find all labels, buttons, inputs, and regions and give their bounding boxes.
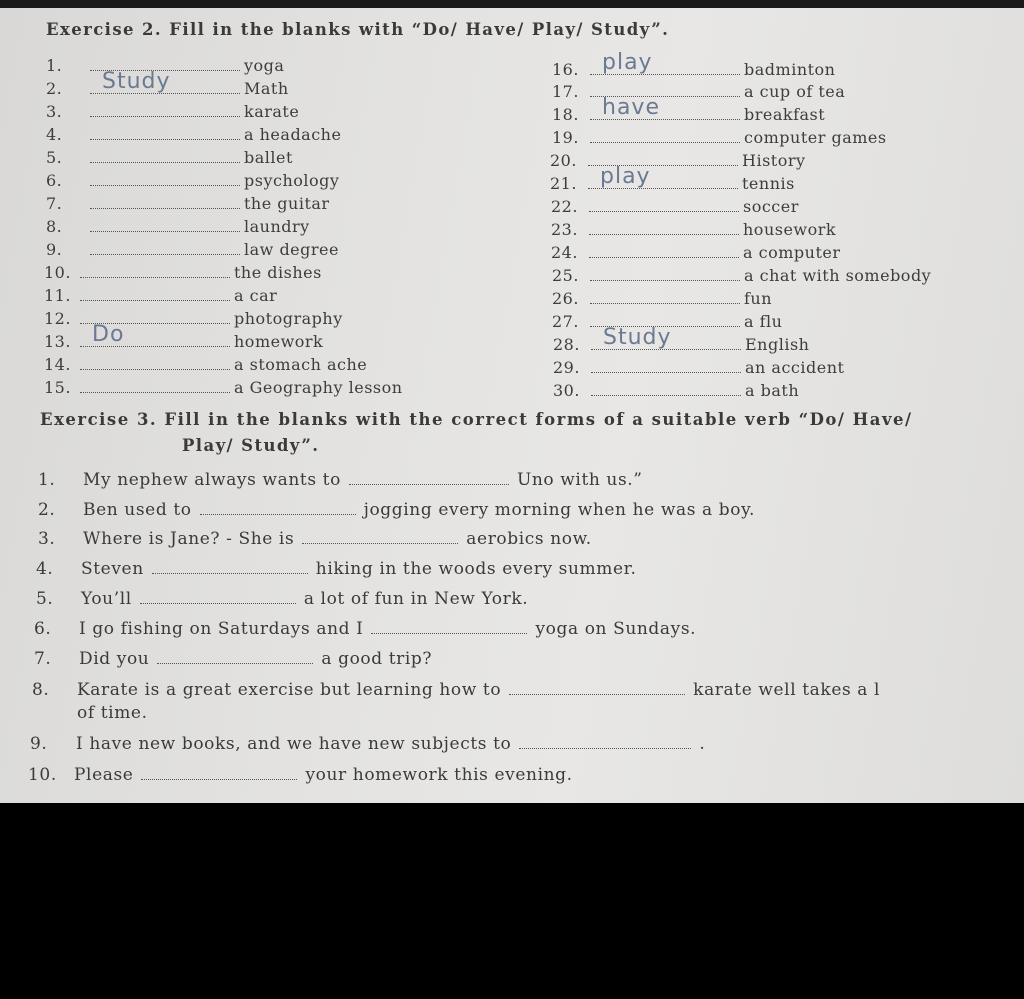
exercise-2-item xyxy=(44,309,343,331)
answer-blank[interactable] xyxy=(152,559,308,574)
exercise-2-item xyxy=(46,217,310,239)
item-text: psychology xyxy=(244,171,340,190)
exercise-3-item xyxy=(36,589,528,609)
exercise-2-item xyxy=(550,151,806,173)
exercise-2-item xyxy=(551,243,840,265)
item-number: 2. xyxy=(38,500,56,520)
item-text: a flu xyxy=(744,312,783,331)
sentence-start: Did you xyxy=(79,649,150,669)
top-bar xyxy=(0,0,1024,8)
item-text: Math xyxy=(244,79,289,98)
item-number: 17. xyxy=(552,82,579,101)
exercise-2-item xyxy=(44,286,277,308)
answer-blank[interactable] xyxy=(591,381,741,396)
answer-blank[interactable] xyxy=(90,125,240,140)
item-text: a chat with somebody xyxy=(744,266,932,285)
answer-blank[interactable] xyxy=(589,197,739,212)
exercise-3-item xyxy=(38,529,592,549)
answer-blank[interactable] xyxy=(90,102,240,117)
item-number: 13. xyxy=(44,332,71,351)
exercise-2-item xyxy=(551,220,836,242)
sentence-end: a good trip? xyxy=(321,649,433,669)
item-number: 3. xyxy=(46,102,63,121)
answer-blank[interactable] xyxy=(590,95,740,120)
exercise-2-item xyxy=(551,197,799,219)
answer-blank[interactable] xyxy=(90,194,240,209)
exercise-2-item xyxy=(46,125,341,147)
answer-blank[interactable] xyxy=(141,765,297,780)
exercise-3-item xyxy=(30,734,705,754)
item-number: 23. xyxy=(551,220,578,239)
handwritten-answer: Study xyxy=(102,69,171,94)
exercise-2-item xyxy=(44,378,403,400)
item-text: laundry xyxy=(244,217,310,236)
answer-blank[interactable] xyxy=(200,500,356,515)
item-number: 26. xyxy=(552,289,579,308)
exercise-2-item xyxy=(552,266,931,288)
item-number: 12. xyxy=(44,309,71,328)
exercise-2-item xyxy=(553,325,810,357)
sentence-end: jogging every morning when he was a boy. xyxy=(363,500,756,520)
item-number: 11. xyxy=(44,286,71,305)
item-text: karate xyxy=(244,102,300,121)
exercise-3-item-8-continuation: of time. xyxy=(77,703,148,723)
answer-blank[interactable] xyxy=(140,589,296,604)
exercise-3-item xyxy=(34,649,432,669)
sentence-end: . xyxy=(699,734,706,754)
item-number: 19. xyxy=(552,128,579,147)
handwritten-answer: Do xyxy=(92,322,125,347)
item-text: a bath xyxy=(745,381,800,400)
sentence-start: Ben used to xyxy=(83,500,192,520)
exercise-2-item xyxy=(552,82,845,104)
exercise-3-item xyxy=(38,470,643,490)
item-number: 30. xyxy=(553,381,580,400)
sentence-start: I go fishing on Saturdays and I xyxy=(79,619,364,639)
exercise-3-item xyxy=(34,619,696,639)
sentence-start: Where is Jane? - She is xyxy=(83,529,295,549)
exercise-2-item xyxy=(552,50,836,82)
item-number: 14. xyxy=(44,355,71,374)
exercise-3-heading-line2: Play/ Study”. xyxy=(182,436,320,455)
answer-blank[interactable] xyxy=(90,240,240,255)
answer-blank[interactable] xyxy=(591,325,741,350)
item-text: English xyxy=(745,335,810,354)
item-text: fun xyxy=(744,289,773,308)
handwritten-answer: have xyxy=(602,95,660,120)
sentence-end: karate well takes a l xyxy=(693,680,881,700)
exercise-2-item xyxy=(46,69,289,101)
answer-blank[interactable] xyxy=(80,322,230,347)
answer-blank[interactable] xyxy=(90,171,240,186)
item-text: breakfast xyxy=(744,105,826,124)
item-text: yoga xyxy=(244,56,285,75)
item-text: an accident xyxy=(745,358,845,377)
answer-blank[interactable] xyxy=(80,263,230,278)
black-background xyxy=(0,803,1024,999)
item-number: 25. xyxy=(552,266,579,285)
item-number: 27. xyxy=(552,312,579,331)
answer-blank[interactable] xyxy=(590,289,740,304)
answer-blank[interactable] xyxy=(157,649,313,664)
item-number: 1. xyxy=(46,56,63,75)
item-text: ballet xyxy=(244,148,293,167)
item-number: 16. xyxy=(552,60,579,79)
sentence-start: My nephew always wants to xyxy=(83,470,341,490)
item-number: 29. xyxy=(553,358,580,377)
answer-blank[interactable] xyxy=(349,470,509,485)
exercise-2-item xyxy=(553,381,799,403)
exercise-2-item xyxy=(550,164,795,196)
item-text: soccer xyxy=(743,197,799,216)
item-number: 1. xyxy=(38,470,56,490)
exercise-2-item xyxy=(46,240,339,262)
item-number: 8. xyxy=(46,217,63,236)
item-number: 24. xyxy=(551,243,578,262)
answer-blank[interactable] xyxy=(80,355,230,370)
item-number: 5. xyxy=(46,148,63,167)
exercise-2-item xyxy=(44,355,367,377)
exercise-2-item xyxy=(552,95,826,127)
item-text: law degree xyxy=(244,240,339,259)
sentence-start: Please xyxy=(74,765,134,785)
exercise-2-item xyxy=(552,128,887,150)
item-number: 4. xyxy=(46,125,63,144)
answer-blank[interactable] xyxy=(588,164,738,189)
exercise-2-item xyxy=(44,263,322,285)
sentence-start: I have new books, and we have new subjects to xyxy=(76,734,512,754)
item-text: History xyxy=(742,151,806,170)
answer-blank[interactable] xyxy=(90,217,240,232)
item-number: 6. xyxy=(46,171,63,190)
answer-blank[interactable] xyxy=(509,680,685,695)
answer-blank[interactable] xyxy=(371,619,527,634)
item-number: 22. xyxy=(551,197,578,216)
item-number: 9. xyxy=(46,240,63,259)
item-number: 21. xyxy=(550,174,577,193)
sentence-end: aerobics now. xyxy=(466,529,592,549)
item-text: photography xyxy=(234,309,343,328)
item-number: 18. xyxy=(552,105,579,124)
exercise-2-item xyxy=(44,322,324,354)
sentence-end: yoga on Sundays. xyxy=(535,619,697,639)
item-text: homework xyxy=(234,332,324,351)
answer-blank[interactable] xyxy=(80,286,230,301)
exercise-2-item xyxy=(46,102,299,124)
sentence-end: hiking in the woods every summer. xyxy=(315,559,637,579)
item-number: 3. xyxy=(38,529,56,549)
exercise-2-item xyxy=(46,148,293,170)
item-number: 8. xyxy=(32,680,50,700)
answer-blank[interactable] xyxy=(80,378,230,393)
item-number: 10. xyxy=(44,263,71,282)
item-text: a headache xyxy=(244,125,342,144)
item-number: 9. xyxy=(30,734,48,754)
answer-blank[interactable] xyxy=(590,128,740,143)
item-number: 2. xyxy=(46,79,63,98)
item-text: the guitar xyxy=(244,194,330,213)
answer-blank[interactable] xyxy=(302,529,458,544)
sentence-start: You’ll xyxy=(81,589,132,609)
item-text: badminton xyxy=(744,60,836,79)
answer-blank[interactable] xyxy=(90,148,240,163)
answer-blank[interactable] xyxy=(590,50,740,75)
sentence-start: Karate is a great exercise but learning how to xyxy=(77,680,502,700)
exercise-2-item xyxy=(552,289,772,311)
item-text: a stomach ache xyxy=(234,355,368,374)
item-text: housework xyxy=(743,220,837,239)
item-text: a computer xyxy=(743,243,841,262)
item-number: 7. xyxy=(34,649,52,669)
worksheet-page xyxy=(0,8,1024,803)
sentence-end: Uno with us.” xyxy=(516,470,643,490)
item-number: 28. xyxy=(553,335,580,354)
sentence-end: a lot of fun in New York. xyxy=(303,589,529,609)
exercise-3-heading: Exercise 3. Fill in the blanks with the correct forms of a suitable verb “Do/ Have/ xyxy=(40,410,913,429)
exercise-2-heading: Exercise 2. Fill in the blanks with “Do/ Have/ Play/ Study”. xyxy=(46,20,670,39)
item-text: a Geography lesson xyxy=(234,378,403,397)
item-text: computer games xyxy=(744,128,887,147)
item-number: 6. xyxy=(34,619,52,639)
exercise-3-item xyxy=(38,500,755,520)
item-text: the dishes xyxy=(234,263,322,282)
handwritten-answer: play xyxy=(600,164,651,189)
answer-blank[interactable] xyxy=(90,69,240,94)
item-number: 4. xyxy=(36,559,54,579)
sentence-end: your homework this evening. xyxy=(305,765,573,785)
exercise-2-item xyxy=(553,358,844,380)
item-text: a cup of tea xyxy=(744,82,846,101)
item-number: 7. xyxy=(46,194,63,213)
exercise-3-item xyxy=(28,765,573,785)
item-number: 10. xyxy=(28,765,57,785)
exercise-2-item xyxy=(46,194,330,216)
item-number: 20. xyxy=(550,151,577,170)
answer-blank[interactable] xyxy=(519,734,691,749)
answer-blank[interactable] xyxy=(589,243,739,258)
item-number: 15. xyxy=(44,378,71,397)
exercise-3-item xyxy=(32,680,880,700)
answer-blank[interactable] xyxy=(591,358,741,373)
exercise-3-item xyxy=(36,559,637,579)
item-number: 5. xyxy=(36,589,54,609)
answer-blank[interactable] xyxy=(589,220,739,235)
sentence-start: Steven xyxy=(81,559,144,579)
item-text: tennis xyxy=(742,174,795,193)
handwritten-answer: play xyxy=(602,50,653,75)
answer-blank[interactable] xyxy=(590,266,740,281)
handwritten-answer: Study xyxy=(603,325,672,350)
item-text: a car xyxy=(234,286,278,305)
exercise-2-item xyxy=(46,171,339,193)
